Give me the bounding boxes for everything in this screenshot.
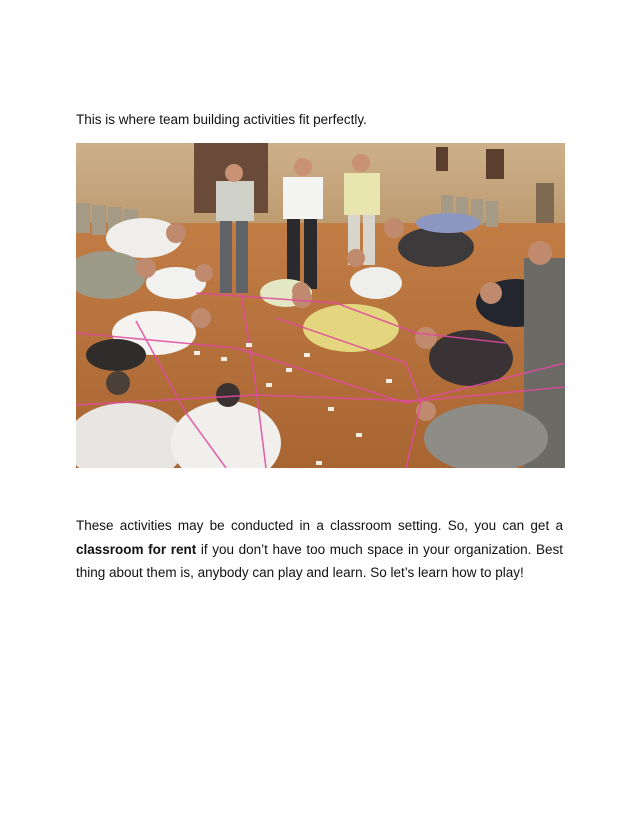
body-paragraph	[76, 514, 563, 585]
team-building-photo	[76, 143, 565, 468]
bold-phrase: classroom for rent	[76, 541, 197, 557]
participant-striped-shirt	[398, 227, 474, 267]
participant-blue-shirt	[416, 213, 480, 233]
picture-frame	[486, 149, 504, 179]
intro-sentence: This is where team building activities fit perfectly.	[76, 112, 367, 127]
picture-frame	[436, 147, 448, 171]
paragraph-lead: These activities may be conducted in a classroom setting. So, you can get a	[76, 518, 563, 533]
paragraph-tail: if you don’t have too much space in your organization. Best thing about them is, anybody can play and learn. So let’s learn how to play!	[76, 541, 563, 580]
participant-white-shirt	[350, 267, 402, 299]
participant-dark-trousers	[86, 339, 146, 371]
